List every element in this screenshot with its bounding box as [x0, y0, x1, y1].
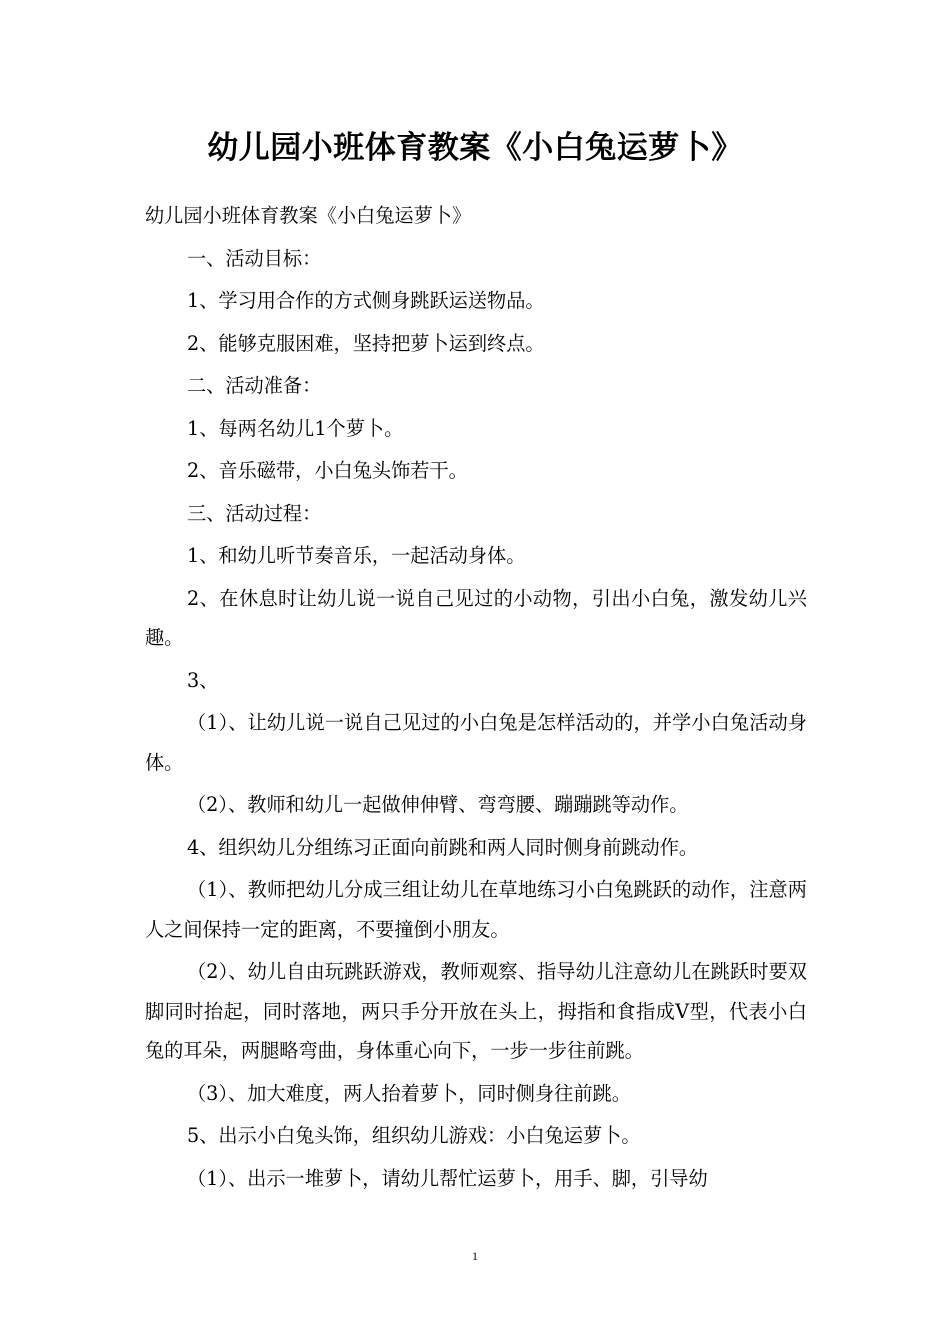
paragraph-section-preparation: 二、活动准备： [187, 374, 322, 397]
paragraph-prep-2: 2、音乐磁带，小白兔头饰若干。 [187, 459, 468, 482]
paragraph-goal-2: 2、能够克服困难，坚持把萝卜运到终点。 [187, 331, 545, 355]
paragraph-step-4-1: （1）、教师把幼儿分成三组让幼儿在草地练习小白兔跳跃的动作，注意两人之间保持一定的距离，不要撞倒小朋友。 [145, 878, 807, 941]
paragraph-step-3: 3、 [187, 668, 219, 692]
paragraph-section-process: 三、活动过程： [187, 501, 322, 525]
paragraph-prep-1: 1、每两名幼儿1个萝卜。 [187, 416, 404, 440]
paragraph-step-5-1: （1）、出示一堆萝卜，请幼儿帮忙运萝卜，用手、脚，引导幼 [187, 1166, 708, 1190]
paragraph-step-4-2: （2）、幼儿自由玩跳跃游戏，教师观察、指导幼儿注意幼儿在跳跃时要双脚同时抬起，同时落地，两只手分开放在头上，拇指和食指成V型，代表小白兔的耳朵，两腿略弯曲，身体重心向下，一步一步往前跳。 [145, 960, 807, 1062]
paragraph-subtitle: 幼儿园小班体育教案《小白兔运萝卜》 [145, 204, 472, 227]
paragraph-step-4: 4、组织幼儿分组练习正面向前跳和两人同时侧身前跳动作。 [187, 835, 699, 859]
paragraph-goal-1: 1、学习用合作的方式侧身跳跃运送物品。 [187, 289, 545, 312]
paragraph-section-goals: 一、活动目标： [187, 246, 322, 270]
page-number: 1 [472, 1249, 478, 1263]
paragraph-step-3-1: （1）、让幼儿说一说自己见过的小白兔是怎样活动的，并学小白兔活动身体。 [145, 711, 807, 774]
paragraph-step-4-3: （3）、加大难度，两人抬着萝卜，同时侧身往前跳。 [187, 1081, 631, 1105]
paragraph-step-5: 5、出示小白兔头饰，组织幼儿游戏：小白兔运萝卜。 [187, 1124, 641, 1147]
paragraph-step-3-2: （2）、教师和幼儿一起做伸伸臂、弯弯腰、蹦蹦跳等动作。 [187, 793, 689, 816]
paragraph-step-2: 2、在休息时让幼儿说一说自己见过的小动物，引出小白兔，激发幼儿兴趣。 [145, 586, 807, 649]
document-title: 幼儿园小班体育教案《小白兔运萝卜》 [207, 130, 743, 166]
paragraph-step-1: 1、和幼儿听节奏音乐，一起活动身体。 [187, 544, 526, 567]
document-body [145, 196, 807, 1201]
